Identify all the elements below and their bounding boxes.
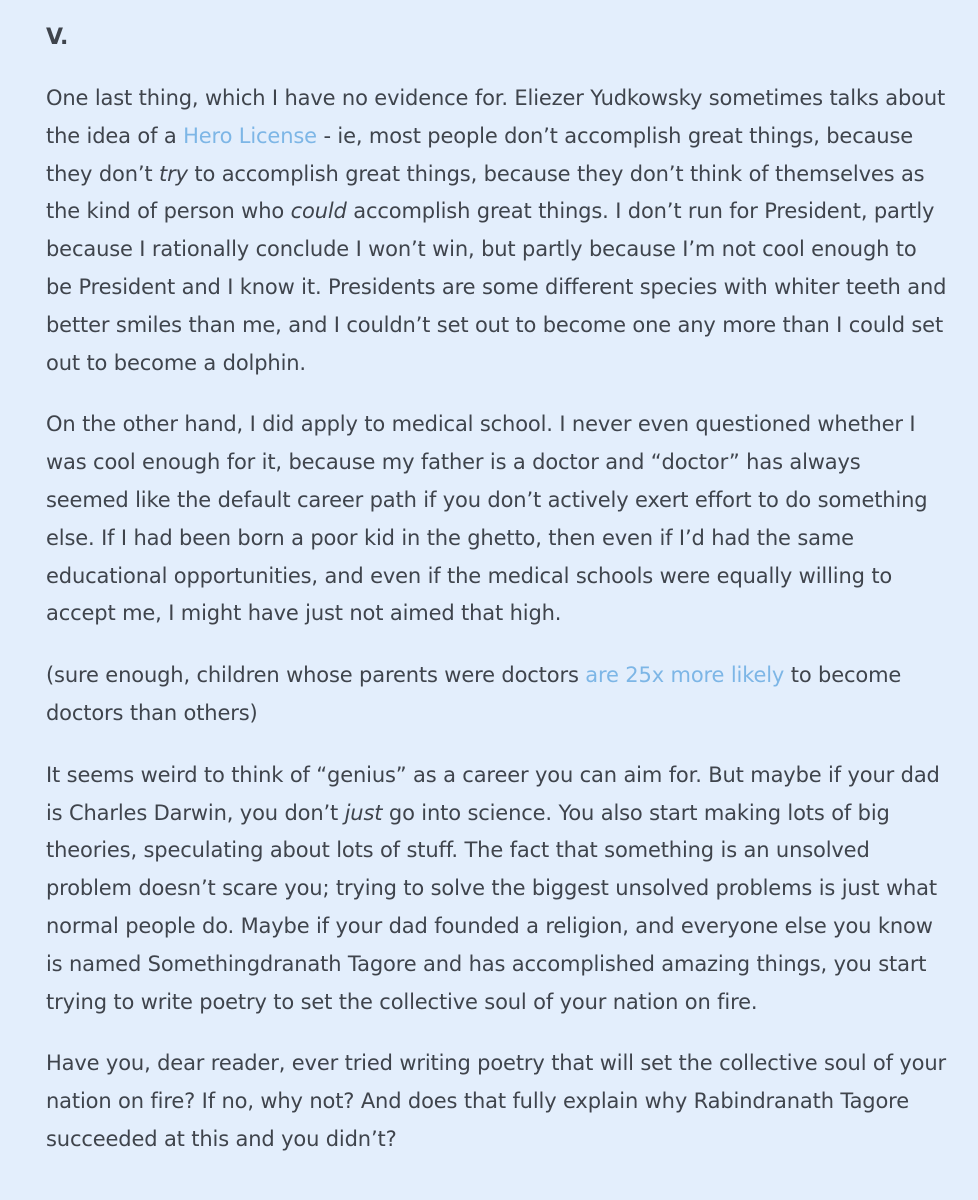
emphasis-try: try	[159, 161, 188, 186]
paragraph-1-text-b: - ie, most people don’t accomplish great things, because they don’t	[46, 123, 914, 186]
section-heading: V.	[46, 25, 69, 50]
emphasis-could: could	[290, 199, 347, 224]
hero-license-link[interactable]: Hero License	[183, 123, 317, 148]
emphasis-just: just	[344, 800, 383, 825]
25x-more-likely-link[interactable]: are 25x more likely	[585, 663, 785, 688]
paragraph-1-text-a: One last thing, which I have no evidence for. Eliezer Yudkowsky sometimes talks about the idea of a	[46, 86, 946, 148]
paragraph-2: On the other hand, I did apply to medical school. I never even questioned whether I was cool enough for it, because my father is a doctor and “doctor” has always seemed like the default career path if you don’t actively exert effort to do something else. If I had been born a poor kid in the ghetto, then even if I’d had the same educational opportunities, and even if the medical schools were equally willing to accept me, I might have just not aimed that high.	[46, 412, 928, 626]
paragraph-4-text-b: go into science. You also start making lots of big theories, speculating about lots of stuff. The fact that something is an unsolved problem doesn’t scare you; trying to solve the biggest unsolved problems is just what normal people do. Maybe if your dad founded a religion, and everyone else you know is named Somethingdranath Tagore and has accomplished amazing things, you start trying to write poetry to set the collective soul of your nation on fire.	[46, 800, 937, 1014]
paragraph-1-text-d: accomplish great things. I don’t run for President, partly because I rationally conclude I won’t win, but partly because I’m not cool enough to be President and I know it. Presidents are some different species with whiter teeth and better smiles than me, and I couldn’t set out to become one any more than I could set out to become a dolphin.	[46, 199, 947, 375]
paragraph-1-text-c: to accomplish great things, because they don’t think of themselves as the kind of person who	[46, 161, 925, 224]
paragraph-1	[46, 80, 948, 382]
paragraph-4	[46, 757, 948, 1022]
paragraph-5: Have you, dear reader, ever tried writing poetry that will set the collective soul of your nation on fire? If no, why not? And does that fully explain why Rabindranath Tagore succeeded at this and you didn’t?	[46, 1051, 946, 1151]
paragraph-3-text-b: to become doctors than others)	[46, 663, 902, 725]
paragraph-4-text-a: It seems weird to think of “genius” as a career you can aim for. But maybe if your dad is Charles Darwin, you don’t	[46, 762, 940, 825]
paragraph-3-text-a: (sure enough, children whose parents were doctors	[46, 663, 586, 688]
paragraph-3	[46, 657, 948, 733]
